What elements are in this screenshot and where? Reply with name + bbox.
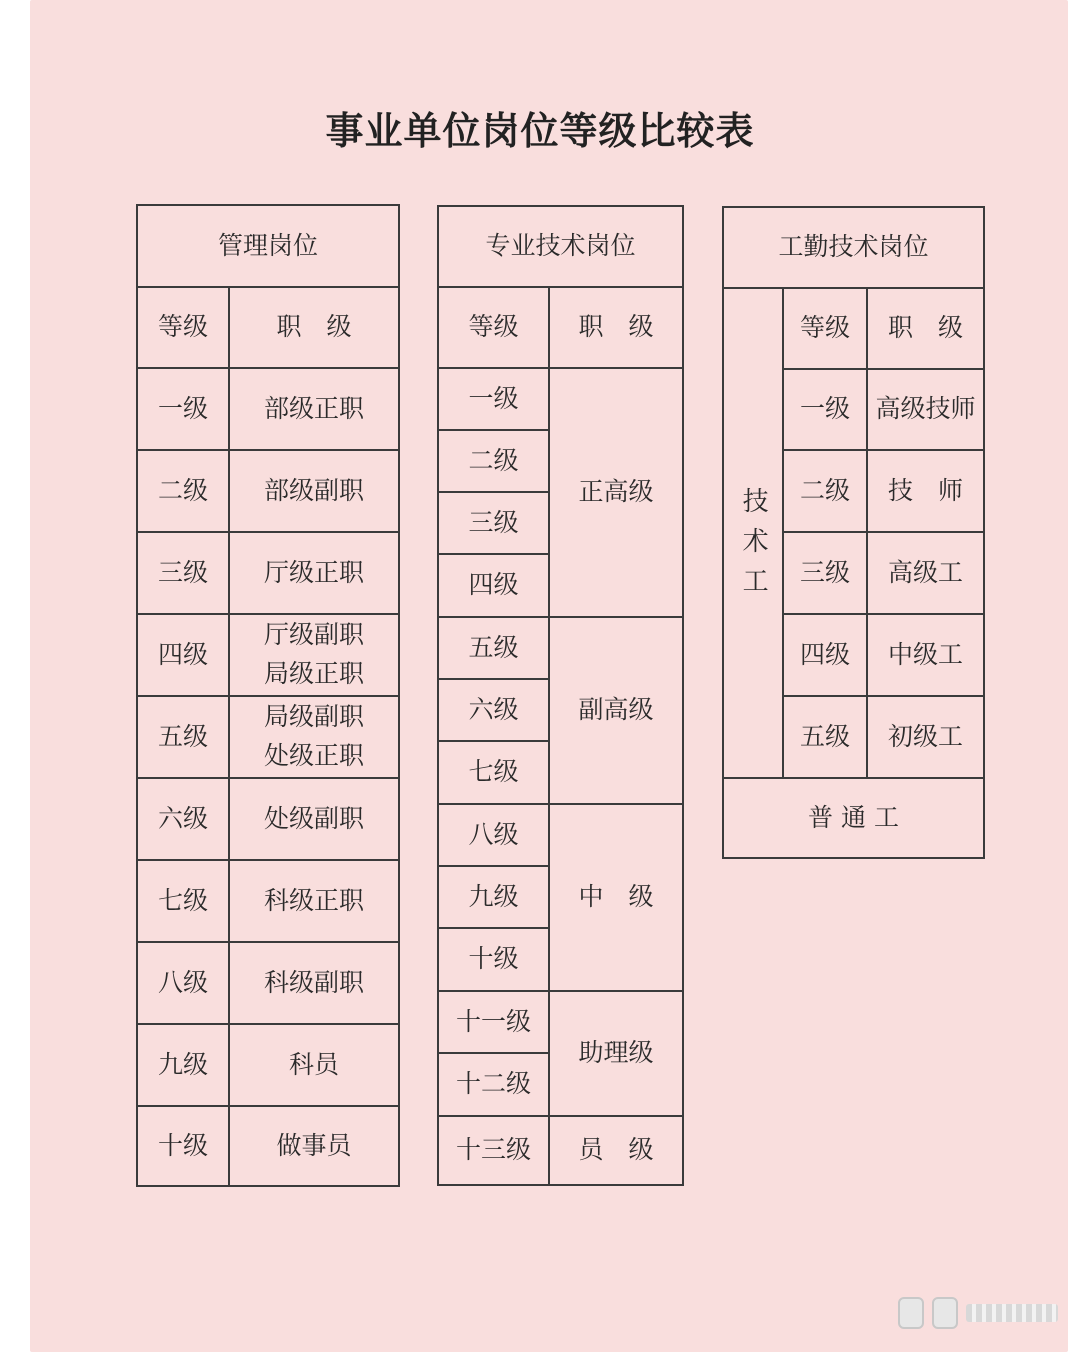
management-header: 管理岗位 [137,205,399,287]
professional-col-rank: 职 级 [549,287,683,368]
table-row-grade: 三级 [137,532,229,614]
table-row-rank: 做事员 [229,1106,399,1186]
management-col-rank: 职 级 [229,287,399,368]
table-row-rank: 科级副职 [229,942,399,1024]
watermark-text-icon [966,1304,1058,1322]
table-row-grade: 五级 [783,696,867,778]
table-row-rank: 部级副职 [229,450,399,532]
management-table [136,204,400,1187]
management-col-grade: 等级 [137,287,229,368]
professional-table [437,205,684,1186]
table-row-grade: 十级 [438,928,549,991]
table-row-rank: 技 师 [867,450,984,532]
watermark-logo [898,1298,1058,1328]
table-row-grade: 一级 [137,368,229,450]
rank-group: 员 级 [549,1116,683,1185]
table-row-grade: 十二级 [438,1053,549,1116]
table-row-rank: 初级工 [867,696,984,778]
table-row-grade: 一级 [783,369,867,450]
table-row-rank: 处级副职 [229,778,399,860]
table-row-grade: 九级 [438,866,549,928]
professional-header: 专业技术岗位 [438,206,683,287]
watermark-pause-icon [898,1297,924,1329]
table-row-grade: 四级 [783,614,867,696]
table-row-rank: 中级工 [867,614,984,696]
table-row-grade: 六级 [438,679,549,741]
table-row-grade: 二级 [783,450,867,532]
rank-group: 助理级 [549,991,683,1116]
table-row-rank: 局级副职 处级正职 [229,696,399,778]
worker-col-rank: 职 级 [867,288,984,369]
table-row-grade: 一级 [438,368,549,430]
worker-header: 工勤技术岗位 [723,207,984,288]
table-row-grade: 五级 [438,617,549,679]
worker-side-label-text: 技术工 [738,486,769,607]
table-row-rank: 科级正职 [229,860,399,942]
table-row-rank: 厅级副职 局级正职 [229,614,399,696]
table-row-grade: 三级 [438,492,549,554]
worker-side-label [723,288,783,778]
table-row-grade: 四级 [438,554,549,617]
table-row-rank: 高级工 [867,532,984,614]
worker-col-grade: 等级 [783,288,867,369]
table-row-rank: 高级技师 [867,369,984,450]
table-row-grade: 三级 [783,532,867,614]
table-row-rank: 科员 [229,1024,399,1106]
table-row-grade: 八级 [137,942,229,1024]
table-row-grade: 二级 [137,450,229,532]
table-row-rank: 厅级正职 [229,532,399,614]
worker-footer: 普 通 工 [723,778,984,858]
table-row-grade: 五级 [137,696,229,778]
rank-group: 副高级 [549,617,683,804]
table-row-grade: 二级 [438,430,549,492]
table-row-grade: 九级 [137,1024,229,1106]
page-title: 事业单位岗位等级比较表 [325,109,755,153]
table-row-grade: 七级 [137,860,229,942]
watermark-pause-icon [932,1297,958,1329]
table-row-grade: 十一级 [438,991,549,1053]
table-row-rank: 部级正职 [229,368,399,450]
professional-col-grade: 等级 [438,287,549,368]
table-row-grade: 十三级 [438,1116,549,1185]
rank-group: 正高级 [549,368,683,617]
worker-table [722,206,985,859]
table-row-grade: 四级 [137,614,229,696]
table-row-grade: 六级 [137,778,229,860]
table-row-grade: 八级 [438,804,549,866]
table-row-grade: 十级 [137,1106,229,1186]
table-row-grade: 七级 [438,741,549,804]
rank-group: 中 级 [549,804,683,991]
